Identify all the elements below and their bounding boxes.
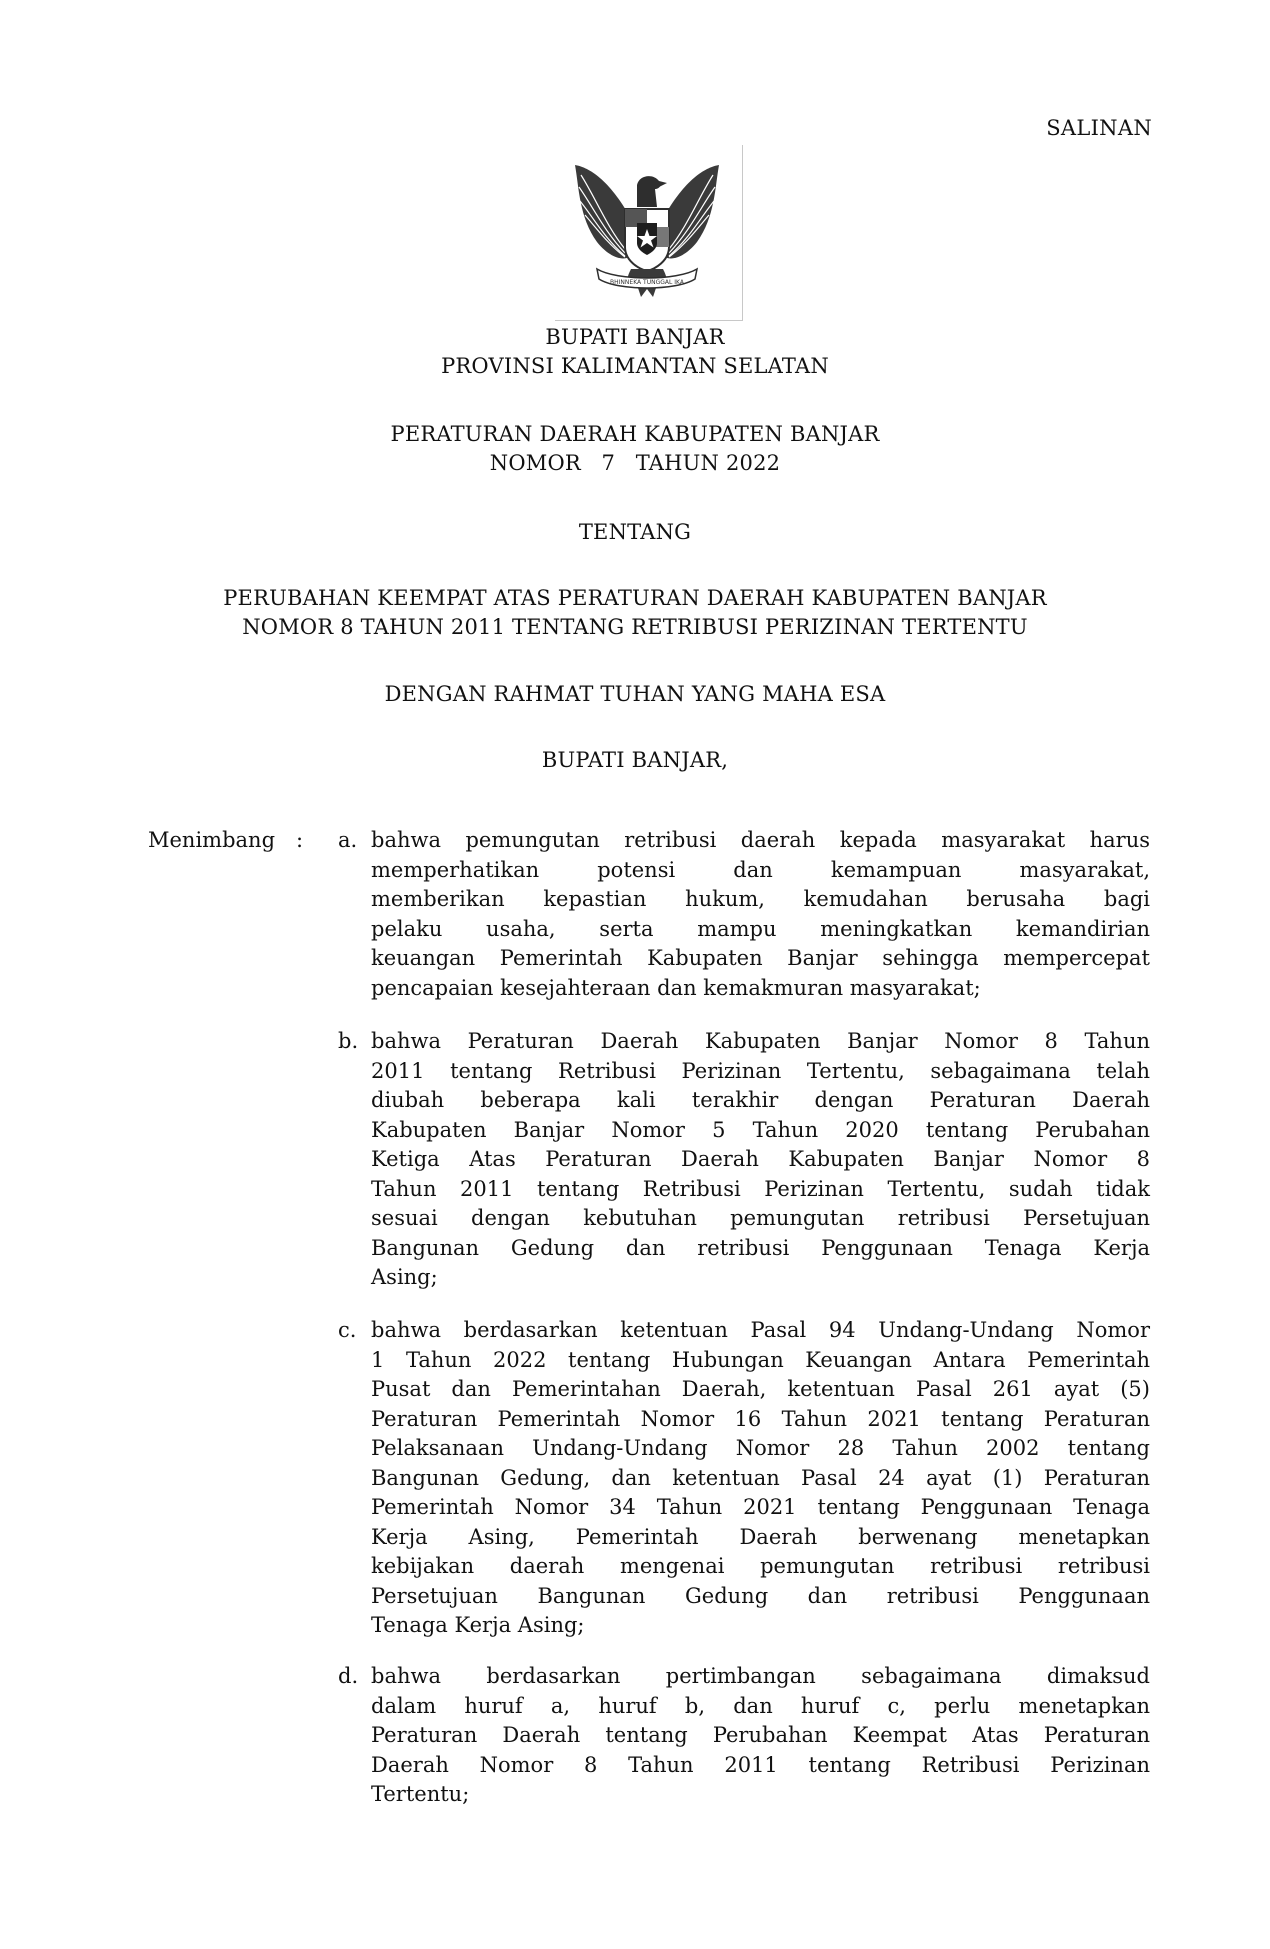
item-letter: b.	[338, 1029, 359, 1053]
item-text-line: Daerah Nomor 8 Tahun 2011 tentang Retribusi Perizinan	[371, 1752, 1150, 1777]
item-text-line: pencapaian kesejahteraan dan kemakmuran masyarakat;	[371, 975, 981, 1000]
item-text-line: Peraturan Daerah tentang Perubahan Keempat Atas Peraturan	[371, 1723, 1150, 1747]
issuer-province: PROVINSI KALIMANTAN SELATAN	[441, 354, 829, 378]
item-text-line: Tertentu;	[371, 1782, 470, 1806]
item-text-line: Kerja Asing, Pemerintah Daerah berwenang menetapkan	[371, 1524, 1150, 1549]
item-text	[371, 826, 1150, 1003]
issuer-block	[0, 323, 1270, 381]
considering-colon: :	[296, 828, 304, 852]
item-text	[371, 1662, 1150, 1810]
about-label: TENTANG	[578, 520, 692, 544]
enactor: BUPATI BANJAR,	[541, 748, 729, 772]
item-text-line: kebijakan daerah mengenai pemungutan retribusi retribusi	[371, 1554, 1150, 1578]
title-line-1: PERUBAHAN KEEMPAT ATAS PERATURAN DAERAH KABUPATEN BANJAR	[223, 586, 1047, 610]
garuda-pancasila-icon	[567, 157, 727, 307]
item-text-line: pelaku usaha, serta mampu meningkatkan kemandirian	[371, 916, 1150, 941]
item-text-line: Pusat dan Pemerintahan Daerah, ketentuan Pasal 261 ayat (5)	[371, 1377, 1150, 1401]
regulation-block	[0, 420, 1270, 478]
item-text-line: Bangunan Gedung dan retribusi Penggunaan Tenaga Kerja	[371, 1235, 1150, 1260]
emblem-motto: BHINNEKA TUNGGAL IKA	[610, 279, 684, 286]
considering-item-d	[338, 1662, 1150, 1810]
regulation-title	[0, 584, 1270, 642]
considering-item-b	[338, 1027, 1150, 1293]
item-text-line: Ketiga Atas Peraturan Daerah Kabupaten Banjar Nomor 8	[371, 1147, 1150, 1171]
regulation-type: PERATURAN DAERAH KABUPATEN BANJAR	[390, 422, 880, 446]
item-text	[371, 1316, 1150, 1641]
item-text-line: bahwa berdasarkan ketentuan Pasal 94 Undang-Undang Nomor	[371, 1318, 1150, 1342]
item-text-line: diubah beberapa kali terakhir dengan Peraturan Daerah	[371, 1088, 1150, 1112]
item-text-line: bahwa pemungutan retribusi daerah kepada masyarakat harus	[371, 828, 1150, 852]
item-text-line: Persetujuan Bangunan Gedung dan retribusi Penggunaan	[371, 1583, 1150, 1608]
item-text-line: 1 Tahun 2022 tentang Hubungan Keuangan Antara Pemerintah	[371, 1347, 1150, 1372]
considering-label: Menimbang	[148, 828, 276, 852]
considering-item-a	[338, 826, 1150, 1003]
item-text-line: Peraturan Pemerintah Nomor 16 Tahun 2021 tentang Peraturan	[371, 1406, 1150, 1431]
title-line-2: NOMOR 8 TAHUN 2011 TENTANG RETRIBUSI PERIZINAN TERTENTU	[242, 615, 1028, 639]
garuda-emblem	[555, 145, 743, 321]
regulation-number: NOMOR 7 TAHUN 2022	[489, 451, 781, 475]
considering-item-c	[338, 1316, 1150, 1641]
item-text-line: Asing;	[371, 1265, 438, 1289]
item-text-line: keuangan Pemerintah Kabupaten Banjar sehingga mempercepat	[371, 946, 1150, 970]
item-text-line: sesuai dengan kebutuhan pemungutan retribusi Persetujuan	[371, 1206, 1150, 1230]
item-text-line: Bangunan Gedung, dan ketentuan Pasal 24 ayat (1) Peraturan	[371, 1465, 1150, 1490]
item-text-line: Pemerintah Nomor 34 Tahun 2021 tentang Penggunaan Tenaga	[371, 1495, 1150, 1519]
item-text-line: Tahun 2011 tentang Retribusi Perizinan Tertentu, sudah tidak	[371, 1176, 1150, 1201]
item-text-line: bahwa Peraturan Daerah Kabupaten Banjar Nomor 8 Tahun	[371, 1029, 1150, 1053]
issuer-title: BUPATI BANJAR	[545, 325, 725, 349]
item-text-line: bahwa berdasarkan pertimbangan sebagaimana dimaksud	[371, 1664, 1150, 1688]
item-letter: c.	[338, 1318, 357, 1342]
preamble: DENGAN RAHMAT TUHAN YANG MAHA ESA	[384, 682, 886, 706]
item-text-line: dalam huruf a, huruf b, dan huruf c, perlu menetapkan	[371, 1693, 1150, 1718]
item-text-line: Pelaksanaan Undang-Undang Nomor 28 Tahun 2002 tentang	[371, 1436, 1150, 1460]
item-text-line: memberikan kepastian hukum, kemudahan berusaha bagi	[371, 887, 1150, 911]
item-letter: d.	[338, 1664, 359, 1688]
copy-mark: SALINAN	[1046, 116, 1152, 140]
item-text-line: memperhatikan potensi dan kemampuan masyarakat,	[371, 857, 1150, 882]
item-letter: a.	[338, 828, 358, 852]
item-text	[371, 1027, 1150, 1293]
item-text-line: Tenaga Kerja Asing;	[371, 1613, 585, 1637]
item-text-line: Kabupaten Banjar Nomor 5 Tahun 2020 tentang Perubahan	[371, 1117, 1150, 1142]
item-text-line: 2011 tentang Retribusi Perizinan Tertentu, sebagaimana telah	[371, 1058, 1150, 1083]
